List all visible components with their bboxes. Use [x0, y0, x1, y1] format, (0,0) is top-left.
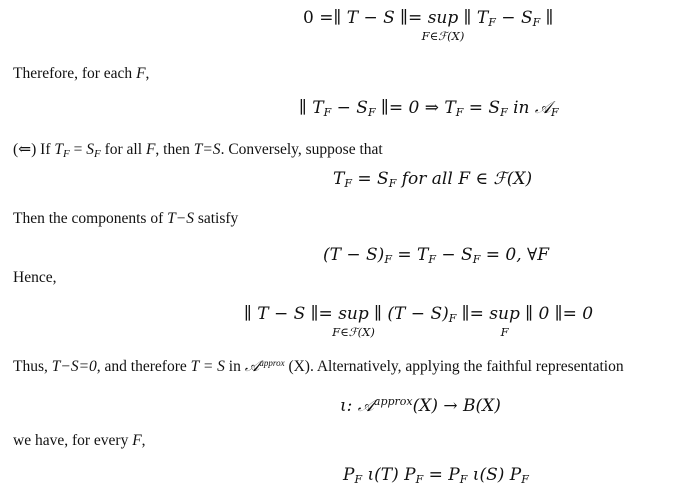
sup-label-1: sup — [338, 304, 369, 324]
equation-for-all — [333, 171, 532, 189]
sup-label: sup — [427, 8, 459, 28]
eq2-sub3: F — [455, 106, 464, 119]
eq1-rhs-b: − S — [495, 8, 533, 28]
paragraph-converse — [13, 142, 383, 160]
text5-alg: 𝒜 — [244, 357, 260, 375]
eq2-sub2: F — [367, 106, 376, 119]
eq5-c: ∥= — [456, 304, 490, 324]
eq7-sub4: F — [521, 473, 529, 486]
text5-b: , and therefore — [96, 358, 191, 375]
eq1-sub2: F — [532, 16, 541, 29]
eq2-c: ∥= 0 ⇒ T — [375, 98, 456, 118]
text3-b: satisfy — [193, 210, 239, 227]
equation-projection — [343, 467, 529, 485]
sup-subscript-2: F — [500, 325, 509, 339]
text2-a: (⇐) If — [13, 141, 55, 158]
sup-operator — [421, 8, 465, 43]
text6-a: we have, for every — [13, 432, 133, 449]
eq2-b: − S — [331, 98, 368, 118]
text2-F: F — [145, 141, 156, 158]
eq2-a: ∥ T — [299, 98, 324, 118]
eq4-c: − S — [435, 245, 473, 265]
eq6-alg: 𝒜 — [357, 396, 374, 416]
paragraph-therefore — [13, 66, 149, 82]
text1-prefix: Therefore, for each — [13, 65, 137, 82]
sup-label-2: sup — [489, 304, 520, 324]
text6-F: F — [132, 432, 142, 449]
text6-b: , — [141, 432, 146, 449]
eq3-sub1: F — [344, 177, 352, 190]
paragraph-hence — [13, 270, 56, 286]
eq5-sub1: F — [448, 312, 457, 325]
paragraph-components — [13, 211, 238, 227]
sup-operator-2 — [489, 304, 520, 339]
eq2-sub5: F — [551, 106, 559, 119]
text3-expr: T−S — [167, 210, 194, 227]
eq7-c: = P — [423, 465, 460, 485]
eq7-sub1: F — [354, 473, 363, 486]
eq4-a: (T − S) — [323, 245, 385, 265]
eq1-sub1: F — [488, 16, 496, 29]
equation-representation — [340, 396, 501, 415]
eq2-d: = S — [463, 98, 501, 118]
text2-b: for all — [100, 141, 146, 158]
eq1-tms: T − S — [346, 8, 395, 28]
text2-TS: T=S — [193, 141, 221, 158]
eq2-e: in — [507, 98, 535, 118]
eq5-d: ∥ 0 ∥= 0 — [519, 304, 594, 324]
equation-implication — [299, 100, 559, 118]
sup-subscript-1: F∈ℱ(X) — [332, 325, 375, 339]
eq1-mid: ∥= — [394, 8, 428, 28]
text2-T: T — [54, 141, 64, 158]
paragraph-thus — [13, 359, 624, 375]
eq1-lhs: 0 =∥ — [303, 8, 347, 28]
text2-eq: = — [69, 141, 87, 158]
eq1-rhs-c: ∥ — [540, 8, 554, 28]
eq5-b: ∥ (T − S) — [368, 304, 449, 324]
sup-operator-1 — [332, 304, 375, 339]
text1-var: F — [136, 65, 146, 82]
eq6-b: (X) → B(X) — [412, 396, 501, 416]
text2-sub1: F — [63, 148, 70, 160]
eq7-sub3: F — [459, 473, 468, 486]
eq3-sub2: F — [388, 177, 397, 190]
eq4-d: = 0, ∀F — [480, 245, 550, 265]
equation-components — [323, 247, 549, 265]
eq4-sub3: F — [472, 253, 481, 266]
text1-suffix: , — [145, 65, 150, 82]
eq1-rhs-a: ∥ T — [458, 8, 489, 28]
eq6-supr: approx — [373, 395, 413, 408]
text5-supr: approx — [259, 358, 285, 368]
equation-norm-zero — [244, 304, 594, 339]
eq4-sub2: F — [428, 253, 436, 266]
eq3-a: T — [333, 169, 345, 189]
eq4-sub1: F — [384, 253, 392, 266]
eq7-b: ι(T) P — [362, 465, 416, 485]
eq6-a: ι: — [340, 396, 358, 416]
eq3-c: for all F ∈ ℱ(X) — [396, 169, 533, 189]
text2-d: . Conversely, suppose that — [220, 141, 383, 158]
paragraph-every-f — [13, 433, 146, 449]
eq7-d: ι(S) P — [467, 465, 522, 485]
eq7-a: P — [343, 465, 355, 485]
text5-a: Thus, — [13, 358, 52, 375]
text2-sub2: F — [94, 148, 101, 160]
text3-a: Then the components of — [13, 210, 168, 227]
eq2-sub4: F — [500, 106, 508, 119]
eq2-sub1: F — [323, 106, 332, 119]
text5-d: (X). Alternatively, applying the faithful representation — [284, 358, 624, 375]
text5-c: in — [224, 358, 245, 375]
eq2-alg: 𝒜 — [534, 98, 551, 118]
text2-S: S — [86, 141, 94, 158]
text4-a: Hence, — [13, 269, 57, 286]
text5-expr1: T−S=0 — [51, 358, 97, 375]
text5-expr2: T = S — [190, 358, 225, 375]
equation-norm-sup — [303, 8, 554, 43]
eq7-sub2: F — [415, 473, 424, 486]
sup-subscript: F∈ℱ(X) — [421, 29, 465, 43]
eq3-b: = S — [351, 169, 389, 189]
text2-c: , then — [155, 141, 194, 158]
eq4-b: = T — [391, 245, 429, 265]
eq5-a: ∥ T − S ∥= — [244, 304, 339, 324]
